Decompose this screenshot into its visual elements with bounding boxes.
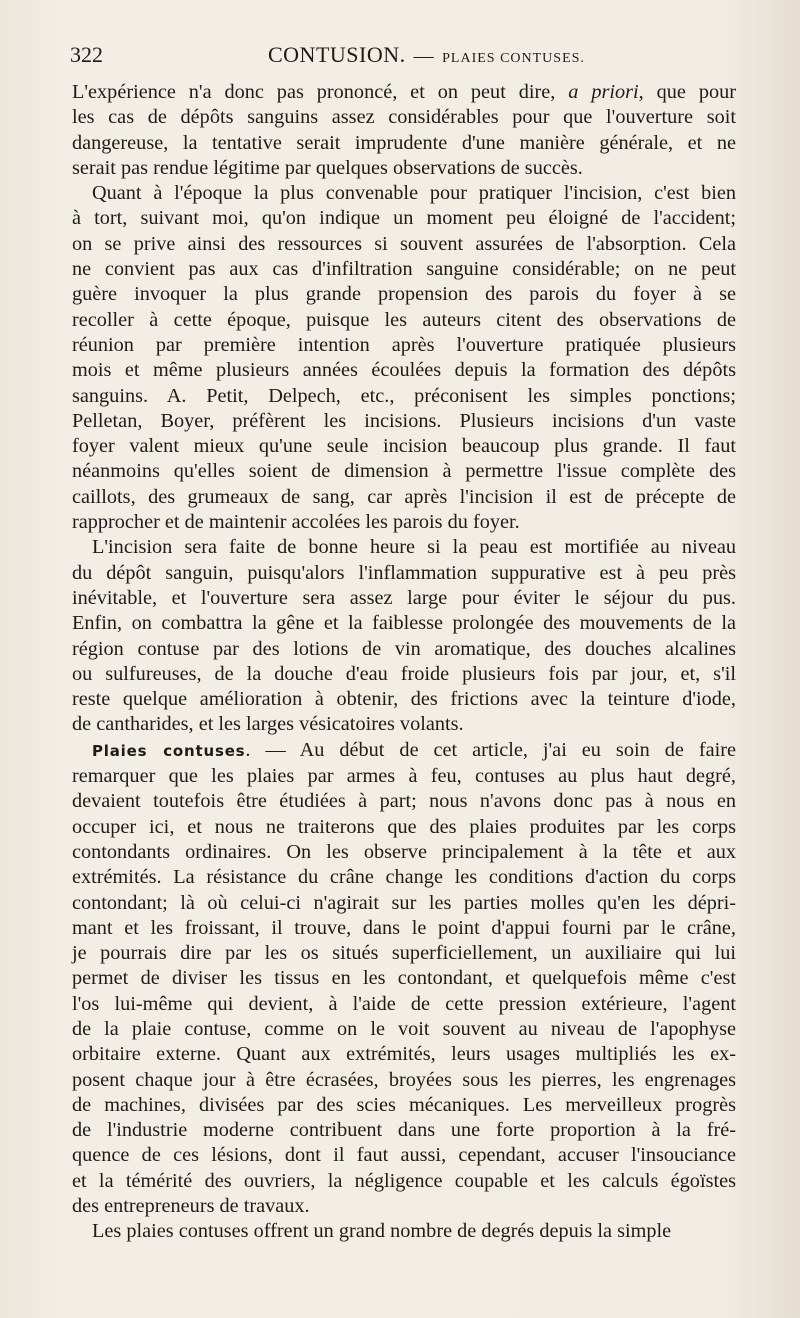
text-run: des entrepreneurs de travaux.	[72, 1195, 310, 1218]
text-run: recoller à cette époque, puisque les auteurs citent des observations de	[72, 308, 736, 331]
text-line	[72, 308, 736, 333]
text-line	[72, 409, 736, 434]
text-run: devaient toutefois être étudiées à part; nous n'avons donc pas à nous en	[72, 790, 736, 813]
text-line	[72, 789, 736, 814]
text-run: Pelletan, Boyer, préfèrent les incisions. Plusieurs incisions d'un vaste	[72, 409, 736, 432]
text-line	[72, 891, 736, 916]
text-line	[72, 1194, 736, 1219]
text-run: ou sulfureuses, de la douche d'eau froide plusieurs fois par jour, et, s'il	[72, 662, 736, 685]
text-line	[72, 840, 736, 865]
text-line	[72, 358, 736, 383]
body-text	[72, 80, 736, 1245]
text-line	[72, 1093, 736, 1118]
text-line	[72, 257, 736, 282]
text-run: foyer valent mieux qu'une seule incision beaucoup plus grande. Il faut	[72, 435, 736, 458]
text-line	[72, 181, 736, 206]
text-line	[72, 535, 736, 560]
text-run: L'expérience n'a donc pas prononcé, et on peut dire,	[72, 81, 569, 103]
text-line	[72, 738, 736, 764]
text-line	[72, 815, 736, 840]
text-line	[72, 1017, 736, 1042]
section-heading: Plaies contuses	[92, 741, 246, 760]
text-run: serait pas rendue légitime par quelques observations de succès.	[72, 156, 583, 179]
text-run: je pourrais dire par les os situés superficiellement, un auxiliaire qui lui	[72, 942, 736, 965]
text-run: ne convient pas aux cas d'infiltration sanguine considérable; on ne peut	[72, 258, 736, 281]
text-run: Les plaies contuses offrent un grand nombre de degrés depuis la simple	[92, 1220, 672, 1243]
text-line	[72, 941, 736, 966]
text-run: dangereuse, la tentative serait imprudente d'une manière générale, et ne	[72, 131, 736, 154]
text-line	[72, 992, 736, 1017]
running-header	[70, 42, 736, 72]
title-dash: —	[413, 45, 435, 67]
italic-phrase: a priori	[568, 81, 639, 103]
page-number: 322	[70, 42, 103, 67]
text-run: posent chaque jour à être écrasées, broyées sous les pierres, les engrenages	[72, 1068, 736, 1091]
text-line	[72, 333, 736, 358]
running-title	[268, 42, 585, 68]
text-run: de machines, divisées par des scies mécaniques. Les merveilleux progrès	[72, 1093, 736, 1116]
text-run: contondant; là où celui-ci n'agirait sur les parties molles qu'en les dépri-	[72, 891, 736, 914]
text-line	[72, 510, 736, 535]
text-line	[72, 1042, 736, 1067]
text-line	[72, 1219, 736, 1244]
text-run: rapprocher et de maintenir accolées les parois du foyer.	[72, 511, 520, 534]
text-line	[72, 611, 736, 636]
text-line	[72, 561, 736, 586]
text-run: extrémités. La résistance du crâne change les conditions d'action du corps	[72, 866, 736, 889]
text-line	[72, 105, 736, 130]
text-line	[72, 1143, 736, 1168]
text-run: à tort, suivant moi, qu'on indique un moment peu éloigné de l'accident;	[72, 207, 736, 230]
text-line	[72, 916, 736, 941]
chapter-title: CONTUSION.	[268, 42, 406, 67]
text-line	[72, 434, 736, 459]
text-run: contondants ordinaires. On les observe principalement à la tête et aux	[72, 840, 736, 863]
text-run: mant et les froissant, il trouve, dans le point d'appui fourni par le crâne,	[72, 916, 736, 939]
text-line	[72, 687, 736, 712]
text-run: , que pour	[638, 81, 737, 103]
text-line	[72, 662, 736, 687]
text-run: de cantharides, et les larges vésicatoires volants.	[72, 713, 464, 736]
text-run: mois et même plusieurs années écoulées depuis la formation des dépôts	[72, 359, 736, 382]
text-line	[72, 637, 736, 662]
text-run: de l'industrie moderne contribuent dans une forte proportion à la fré-	[72, 1119, 736, 1142]
text-run: reste quelque amélioration à obtenir, des frictions avec la teinture d'iode,	[72, 688, 736, 711]
text-run: occuper ici, et nous ne traiterons que des plaies produites par les corps	[72, 815, 736, 838]
text-line	[72, 232, 736, 257]
text-line	[72, 459, 736, 484]
text-line	[72, 80, 736, 105]
text-line	[72, 1068, 736, 1093]
text-run: de la plaie contuse, comme on le voit souvent au niveau de l'apophyse	[72, 1017, 736, 1040]
text-run: et la témérité des ouvriers, la négligence coupable et les calculs égoïstes	[72, 1169, 736, 1192]
text-run: Quant à l'époque la plus convenable pour pratiquer l'incision, c'est bien	[92, 182, 736, 205]
text-line	[72, 206, 736, 231]
text-run: néanmoins qu'elles soient de dimension à permettre l'issue complète des	[72, 460, 736, 483]
text-run: réunion par première intention après l'ouverture pratiquée plusieurs	[72, 333, 736, 356]
text-line	[72, 865, 736, 890]
text-run: région contuse par des lotions de vin aromatique, des douches alcalines	[72, 637, 736, 660]
text-line	[72, 156, 736, 181]
section-subtitle: PLAIES CONTUSES.	[442, 51, 585, 66]
text-line	[72, 1118, 736, 1143]
text-run: quence de ces lésions, dont il faut aussi, cependant, accuser l'insouciance	[72, 1144, 736, 1167]
text-run: guère invoquer la plus grande propension des parois du foyer à se	[72, 283, 736, 306]
text-run: l'os lui-même qui devient, à l'aide de cette pression extérieure, l'agent	[72, 992, 736, 1015]
text-run: inévitable, et l'ouverture sera assez large pour éviter le séjour du pus.	[72, 586, 736, 609]
text-line	[72, 1169, 736, 1194]
text-line	[72, 485, 736, 510]
text-line	[72, 586, 736, 611]
text-line	[72, 384, 736, 409]
text-run: remarquer que les plaies par armes à feu, contuses au plus haut degré,	[72, 765, 736, 788]
text-line	[72, 764, 736, 789]
text-run: les cas de dépôts sanguins assez considérables pour que l'ouverture soit	[72, 106, 736, 129]
text-run: permet de diviser les tissus en les contondant, et quelquefois même c'est	[72, 967, 736, 990]
text-run: caillots, des grumeaux de sang, car après l'incision il est de précepte de	[72, 485, 736, 508]
text-run: orbitaire externe. Quant aux extrémités, leurs usages multipliés les ex-	[72, 1043, 736, 1066]
text-run: L'incision sera faite de bonne heure si la peau est mortifiée au niveau	[92, 536, 736, 559]
text-run: on se prive ainsi des ressources si souvent assurées de l'absorption. Cela	[72, 232, 736, 255]
text-line	[72, 966, 736, 991]
text-line	[72, 131, 736, 156]
text-line	[72, 282, 736, 307]
text-run: sanguins. A. Petit, Delpech, etc., préconisent les simples ponctions;	[72, 384, 736, 407]
text-run: Enfin, on combattra la gêne et la faiblesse prolongée des mouvements de la	[72, 612, 736, 635]
text-run: du dépôt sanguin, puisqu'alors l'inflammation suppurative est à peu près	[72, 561, 736, 584]
text-run: . — Au début de cet article, j'ai eu soin de faire	[245, 738, 737, 761]
text-line	[72, 712, 736, 737]
